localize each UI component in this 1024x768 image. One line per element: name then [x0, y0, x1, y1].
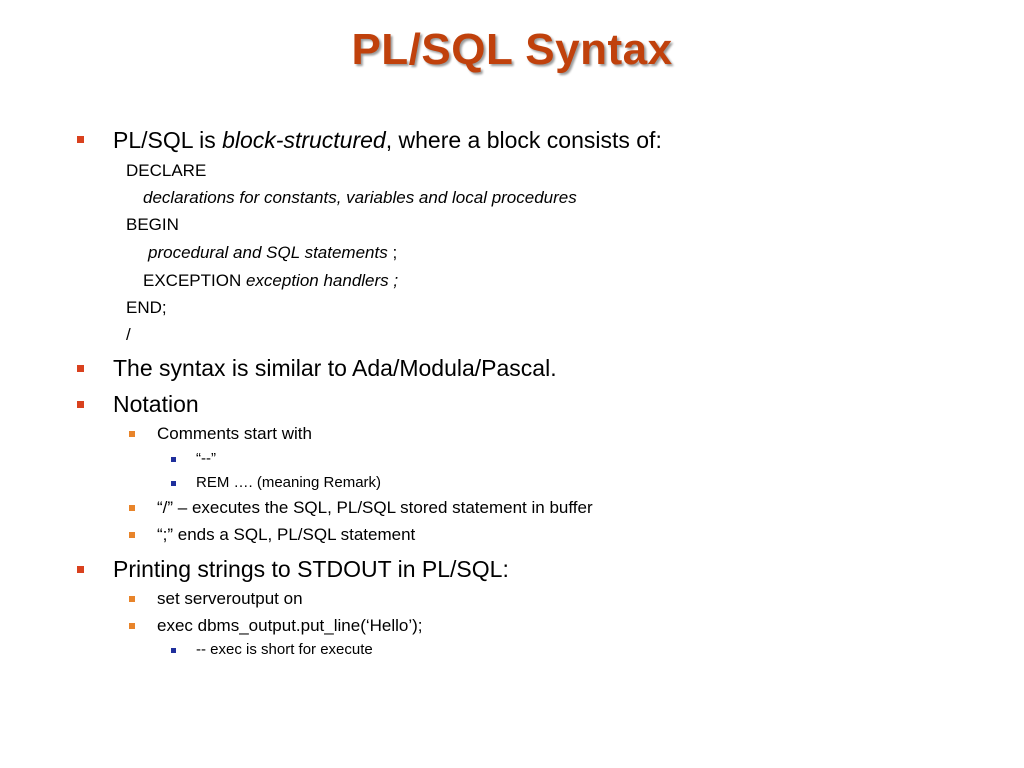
square-bullet-icon: [77, 136, 84, 143]
code-exception-handlers: exception handlers ;: [245, 271, 399, 290]
code-statements: procedural and SQL statements: [148, 243, 388, 262]
code-end: END;: [126, 298, 167, 317]
code-exception-keyword: EXCEPTION: [143, 271, 246, 290]
code-declarations: declarations for constants, variables and local procedures: [143, 188, 577, 207]
code-statements-line: [148, 243, 397, 263]
code-exception-line: [143, 271, 398, 291]
sub-bullet-semicolon: “;” ends a SQL, PL/SQL statement: [157, 525, 416, 544]
code-begin: BEGIN: [126, 215, 179, 234]
bullet-syntax-similar: The syntax is similar to Ada/Modula/Pascal.: [113, 355, 557, 381]
square-bullet-icon: [77, 566, 84, 573]
bullet-notation: Notation: [113, 391, 199, 417]
code-statements-end: ;: [387, 243, 398, 262]
square-bullet-icon: [77, 401, 84, 408]
square-bullet-icon: [171, 648, 176, 653]
square-bullet-icon: [129, 532, 135, 538]
slide-title: PL/SQL Syntax: [351, 25, 673, 74]
square-bullet-icon: [171, 457, 176, 462]
square-bullet-icon: [129, 431, 135, 437]
bullet-text-emphasis: block-structured: [222, 127, 386, 153]
sub-bullet-slash-exec: “/” – executes the SQL, PL/SQL stored statement in buffer: [157, 498, 593, 517]
sub-sub-bullet-dash: “--”: [196, 450, 216, 467]
code-slash: /: [126, 325, 131, 344]
sub-sub-bullet-exec-note: -- exec is short for execute: [196, 641, 373, 658]
bullet-text-prefix: PL/SQL is: [113, 127, 223, 153]
sub-bullet-exec-line: exec dbms_output.put_line(‘Hello’);: [157, 616, 423, 635]
sub-bullet-comments: Comments start with: [157, 424, 312, 443]
bullet-printing-strings: Printing strings to STDOUT in PL/SQL:: [113, 556, 509, 582]
square-bullet-icon: [77, 365, 84, 372]
bullet-text-suffix: , where a block consists of:: [385, 127, 662, 153]
square-bullet-icon: [129, 596, 135, 602]
square-bullet-icon: [129, 505, 135, 511]
square-bullet-icon: [129, 623, 135, 629]
sub-sub-bullet-rem: REM …. (meaning Remark): [196, 474, 382, 491]
square-bullet-icon: [171, 481, 176, 486]
code-declare: DECLARE: [126, 161, 207, 180]
bullet-block-structured: [113, 127, 662, 154]
sub-bullet-serveroutput: set serveroutput on: [157, 589, 303, 608]
